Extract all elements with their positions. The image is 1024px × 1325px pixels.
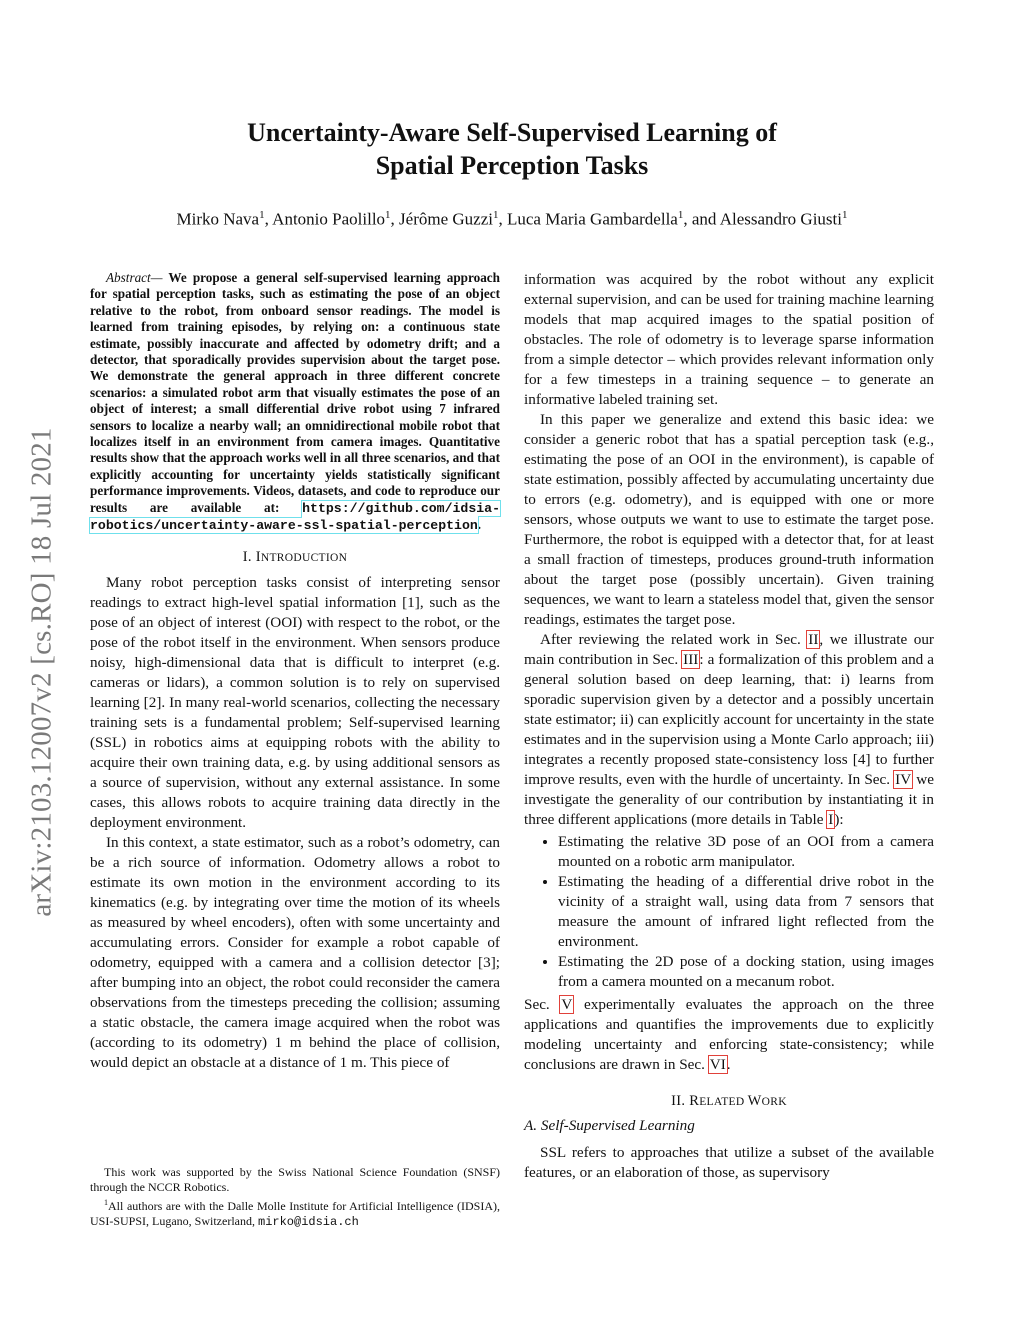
- title-line-1: Uncertainty-Aware Self-Supervised Learning of: [247, 118, 777, 147]
- section-ref-v[interactable]: V: [561, 996, 573, 1013]
- intro-paragraph-5: After reviewing the related work in Sec. II, we illustrate our main contribution in Sec. III: a formalization of this problem and a general solution based on deep learning, that: i) learns from sporadic supervision given by a detector and a possibly uncertain state estimator; ii) can explicitly account for uncertainty in the state estimates and in the supervision using a Monte Carlo approach; iii) integrates a recently proposed state-consistency loss [4] to further improve results, even with the hurdle of uncertainty. In Sec. IV we investigate the generality of our contribution by instantiating it in three different applications (more details in Table I):: [524, 631, 934, 828]
- list-item: • Estimating the heading of a differential drive robot in the vicinity of a straight wall, using data from 7 sensors that measure the amount of infrared light reflected from the environment.: [558, 872, 934, 952]
- footnotes: [90, 1165, 500, 1230]
- list-item: • Estimating the relative 3D pose of an OOI from a camera mounted on a robotic arm manipulator.: [558, 832, 934, 872]
- left-column: [90, 270, 500, 1073]
- subsection-heading: A. Self-Supervised Learning: [524, 1117, 695, 1134]
- table-ref-i[interactable]: I: [828, 811, 834, 828]
- affiliation-footnote: $^1$All authors are with the Dalle Molle Institute for Artificial Intelligence (IDSIA), USI-SUPSI, Lugano, Switzerland, mirko@idsia.ch: [90, 1198, 500, 1229]
- author-list: Mirko Nava$^1$, Antonio Paolillo$^1$, Jérôme Guzzi$^1$, Luca Maria Gambardella$^1$, and Alessandro Giusti$^1$: [176, 209, 848, 229]
- section-ref-ii[interactable]: II: [808, 631, 819, 648]
- intro-paragraph-2: In this context, a state estimator, such as a robot’s odometry, can be a rich source of information. Odometry allows a robot to estimate its own motion in the environment according to its kinematics (e.g. by integrating over time the motion of its wheels as measured by wheel encoders), often with some uncertainty and accumulating errors. Consider for example a robot capable of odometry, equipped with a camera and a collision detector [3]; after bumping into an object, the robot could reconsider the camera observations from the timesteps preceding the collision; assuming a static obstacle, the camera image acquired when the robot was (according to its odometry) 1 m behind the place of collision, would depict an obstacle at a distance of 1 m. This piece of: [90, 833, 500, 1071]
- right-column: [524, 270, 934, 1183]
- affiliation-mark: 1: [385, 209, 391, 221]
- arxiv-identifier: arXiv:2103.12007v2 [cs.RO] 18 Jul 2021: [25, 427, 58, 917]
- paper-title: [130, 116, 894, 182]
- affiliation-mark: 1: [842, 209, 848, 221]
- code-repository-link[interactable]: https://github.com/idsia-robotics/uncertainty-aware-ssl-spatial-perception: [90, 500, 500, 534]
- author-name: Mirko Nava: [176, 209, 260, 229]
- author-name: Luca Maria Gambardella: [506, 209, 678, 229]
- author-name: Antonio Paolillo: [272, 209, 386, 229]
- arxiv-sidebar: [22, 372, 62, 972]
- section-ref-iii[interactable]: III: [683, 651, 699, 668]
- related-paragraph-1: SSL refers to approaches that utilize a subset of the available features, or an elaboration of those, as supervisory: [524, 1144, 934, 1181]
- section-heading-introduction: I. INTRODUCTION: [242, 548, 348, 565]
- title-line-2: Spatial Perception Tasks: [375, 151, 649, 180]
- abstract-lead: Abstract: [106, 270, 151, 285]
- abstract: Abstract— We propose a general self-supervised learning approach for spatial perception tasks, such as estimating the pose of an object relative to the robot, from onboard sensor readings. The model is learned from training episodes, by relying on: a continuous state estimate, possibly inaccurate and affected by odometry drift; and a detector, that sporadically provides supervision about the target pose. We demonstrate the general approach in three different concrete scenarios: a simulated robot arm that visually estimates the pose of an object of interest; a small differential drive robot using 7 infrared sensors to localize a nearby wall; an omnidirectional mobile robot that localizes itself in an environment from camera images. Quantitative results show that the approach works well in all three scenarios, and that explicitly accounting for uncertainty yields statistically significant performance improvements. Videos, datasets, and code to reproduce our results are available at: https://github.com/idsia-robotics/uncertainty-aware-ssl-spatial-perception.: [90, 270, 500, 534]
- section-heading-related-work: II. RELATED WORK: [671, 1093, 787, 1109]
- affiliation-mark: 1: [492, 209, 499, 221]
- section-ref-iv[interactable]: IV: [895, 771, 912, 788]
- author-name: Alessandro Giusti: [719, 209, 842, 229]
- affiliation-mark: 1: [259, 209, 265, 221]
- funding-footnote: This work was supported by the Swiss National Science Foundation (SNSF) through the NCCR Robotics.: [90, 1165, 500, 1194]
- intro-paragraph-1: Many robot perception tasks consist of interpreting sensor readings to extract high-level spatial information [1], such as the pose of an object of interest (OOI) with respect to the robot, or the pose of the robot itself in the environment. When sensors produce noisy, high-dimensional data that is difficult to interpret (e.g. cameras or lidars), a common solution is to rely on supervised learning [2]. In many real-world scenarios, collecting the necessary training sets is a fundamental problem; Self-supervised learning (SSL) in robotics aims at equipping robots with the ability to acquire their own training data, e.g. by using additional sensors as a source of supervision, without any external assistance. In some cases, this allows robots to acquire training data directly in the deployment environment.: [90, 573, 500, 831]
- affiliation-mark: 1: [677, 209, 684, 221]
- author-email[interactable]: mirko@idsia.ch: [258, 1215, 359, 1229]
- author-name: Jérôme Guzzi: [399, 209, 493, 229]
- list-item: • Estimating the 2D pose of a docking station, using images from a camera mounted on a mecanum robot.: [558, 952, 934, 992]
- section-ref-vi[interactable]: VI: [709, 1056, 726, 1073]
- intro-paragraph-6: Sec. V experimentally evaluates the approach on the three applications and quantifies the improvements due to explicitly modeling uncertainty and enforcing state-consistency; while conclusions are drawn in Sec. VI.: [524, 996, 934, 1073]
- author-conjunction: and: [691, 209, 717, 229]
- intro-paragraph-4: In this paper we generalize and extend this basic idea: we consider a generic robot that has a spatial perception task (e.g., estimating the pose of an OOI in the environment), is capable of state estimation, possibly affected by accumulating uncertainty due to errors (e.g. odometry), and is equipped with one or more sensors, whose outputs we want to use to estimate the target pose. Furthermore, the robot is equipped with a detector that, for at least a small fraction of timesteps, produces ground-truth information about the target pose (possibly uncertain). Given training sequences, we want to learn a stateless model that, given the sensor readings, estimates the target pose.: [524, 411, 934, 628]
- intro-paragraph-3: information was acquired by the robot without any explicit external supervision, and can be used for training machine learning models that map acquired images to the spatial position of obstacles. The role of odometry is to leverage sparse information from a simple detector – which provides relevant information only for a few timesteps in a training sequence – to generate an informative labeled training set.: [524, 271, 934, 408]
- contribution-list: [524, 832, 934, 992]
- abstract-text: We propose a general self-supervised learning approach for spatial perception tasks, such as estimating the pose of an object relative to the robot, from onboard sensor readings. The model is learned from training episodes, by relying on: a continuous state estimate, possibly inaccurate and affected by odometry drift; and a detector, that sporadically provides supervision about the target pose. We demonstrate the general approach in three different concrete scenarios: a simulated robot arm that visually estimates the pose of an object of interest; a small differential drive robot using 7 infrared sensors to localize a nearby wall; an omnidirectional mobile robot that localizes itself in an environment from camera images. Quantitative results show that the approach works well in all three scenarios, and that explicitly accounting for uncertainty yields statistically significant performance improvements. Videos, datasets, and code to reproduce our results are available at:: [90, 270, 500, 515]
